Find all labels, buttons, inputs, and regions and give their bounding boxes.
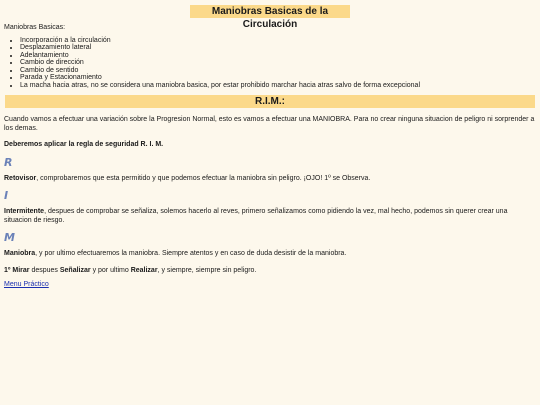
letter-m: M bbox=[4, 231, 15, 244]
list-item: • Desplazamiento lateral bbox=[20, 44, 536, 52]
section-retrovisor bbox=[4, 175, 536, 184]
letter-i: I bbox=[4, 189, 9, 202]
rim-summary bbox=[4, 267, 536, 276]
letter-r: R bbox=[4, 155, 13, 169]
menu-link-row bbox=[4, 281, 536, 290]
section-intermitente bbox=[4, 208, 536, 225]
page-title: Maniobras Basicas de la Circulación bbox=[190, 5, 350, 18]
text-retrovisor: , comprobaremos que esta permitido y que podemos efectuar la maniobra sin peligro. ¡OJO! 1º se Observa. bbox=[36, 174, 371, 182]
rim-heading: R.I.M.: bbox=[5, 95, 535, 108]
section-maniobra bbox=[4, 250, 536, 259]
summary-text-3: , y siempre, siempre sin peligro. bbox=[157, 266, 257, 274]
summary-text-1: despues bbox=[29, 266, 60, 274]
text-intermitente: , despues de comprobar se señaliza, solemos hacerlo al reves, primero señalizamos como pidiendo la vez, mal hecho, podemos sin querer crear una situacion de riesgo. bbox=[4, 208, 508, 224]
term-retrovisor: Retovisor bbox=[4, 174, 37, 182]
summary-mirar: 1º Mirar bbox=[4, 266, 30, 274]
list-item: • Parada y Estacionamiento bbox=[20, 74, 536, 82]
list-item: • Adelantamiento bbox=[20, 52, 536, 60]
menu-practico-link[interactable]: Menu Práctico bbox=[4, 281, 49, 288]
list-item: • La macha hacia atras, no se considera una maniobra basica, por estar prohibido marchar hacia atras salvo de forma excepcional bbox=[20, 82, 536, 90]
list-item: • Cambio de sentido bbox=[20, 67, 536, 75]
summary-realizar: Realizar bbox=[130, 266, 158, 274]
maneuver-list bbox=[4, 37, 536, 90]
summary-text-2: y por ultimo bbox=[90, 266, 131, 274]
list-item: • Incorporación a la circulación bbox=[20, 37, 536, 45]
intro-label: Maniobras Basicas: bbox=[4, 24, 66, 31]
rim-rule-text: Deberemos aplicar la regla de seguridad R. I. M. bbox=[4, 141, 164, 148]
rim-rule bbox=[4, 141, 536, 150]
rim-description: Cuando vamos a efectuar una variación sobre la Progresion Normal, esto es vamos a efectuar una MANIOBRA. Para no crear ninguna situacion de peligro ni sorprender a los demas. bbox=[4, 116, 535, 132]
list-item: • Cambio de dirección bbox=[20, 59, 536, 67]
text-maniobra: , y por ultimo efectuaremos la maniobra. Siempre atentos y en caso de duda desistir de la maniobra. bbox=[35, 250, 347, 257]
summary-senalizar: Señalizar bbox=[59, 266, 91, 274]
term-maniobra: Maniobra bbox=[4, 250, 36, 257]
term-intermitente: Intermitente bbox=[4, 208, 45, 215]
